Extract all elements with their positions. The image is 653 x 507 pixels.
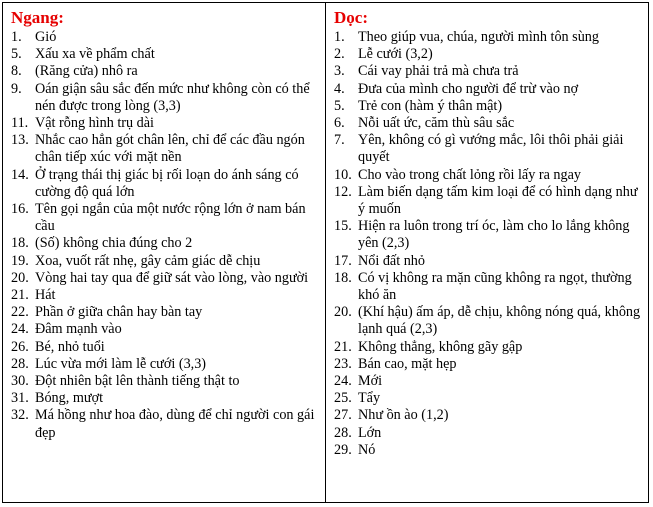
clue-text: Má hồng như hoa đào, dùng để chỉ người con gái đẹp	[35, 407, 315, 441]
clue-number: 27.	[334, 407, 352, 424]
clue-number: 18.	[11, 235, 29, 252]
clue-text: Đột nhiên bật lên thành tiếng thật to	[35, 373, 240, 390]
clue-number: 9.	[11, 80, 22, 97]
clue-number: 5.	[334, 97, 345, 114]
clue-number: 12.	[334, 183, 352, 200]
clue-number: 32.	[11, 407, 29, 424]
across-clue-list	[11, 29, 325, 442]
clue-item	[334, 253, 648, 270]
clue-number: 6.	[334, 115, 345, 132]
clue-number: 8.	[11, 63, 22, 80]
clue-number: 2.	[334, 46, 345, 63]
clue-text: Gió	[35, 29, 57, 45]
clue-number: 7.	[334, 132, 345, 149]
clue-number: 3.	[334, 63, 345, 80]
clue-item	[11, 167, 325, 201]
clue-number: 24.	[11, 321, 29, 338]
clue-text: Xấu xa về phẩm chất	[35, 46, 155, 63]
clue-number: 21.	[334, 338, 352, 355]
clue-number: 24.	[334, 373, 352, 390]
clue-item	[334, 132, 648, 166]
clue-item	[334, 270, 648, 304]
clue-number: 19.	[11, 252, 29, 269]
clue-item	[11, 287, 325, 304]
clue-text: (Khí hậu) ấm áp, dễ chịu, không nóng quá, không lạnh quá (2,3)	[358, 304, 641, 338]
clue-text: Vật rỗng hình trụ dài	[35, 115, 154, 132]
clue-text: Yên, không có gì vướng mắc, lôi thôi phải giải quyết	[358, 132, 624, 166]
clue-item	[11, 29, 325, 46]
clue-number: 28.	[334, 424, 352, 441]
clue-text: Lúc vừa mới làm lễ cưới (3,3)	[35, 355, 207, 372]
clue-text: Nhắc cao hẳn gót chân lên, chỉ để các đầu ngón chân tiếp xúc với mặt nền	[35, 132, 305, 166]
clue-text: Cái vay phải trả mà chưa trả	[358, 63, 519, 80]
clue-text: Trẻ con (hàm ý thân mật)	[358, 97, 503, 114]
clue-item	[334, 373, 648, 390]
clue-item	[334, 442, 648, 459]
down-heading: Dọc:	[334, 8, 368, 27]
clue-number: 1.	[11, 29, 22, 45]
clue-item	[11, 63, 325, 80]
down-clue-list	[334, 29, 648, 459]
down-column	[326, 3, 648, 502]
clue-number: 23.	[334, 355, 352, 372]
clue-item	[11, 46, 325, 63]
clue-number: 15.	[334, 218, 352, 235]
clue-item	[334, 81, 648, 98]
clue-item	[334, 184, 648, 218]
clue-text: Xoa, vuốt rất nhẹ, gây cảm giác dễ chịu	[35, 252, 261, 269]
clue-item	[334, 390, 648, 407]
clue-item	[11, 115, 325, 132]
clue-item	[334, 425, 648, 442]
clue-text: Nổi đất nhỏ	[358, 252, 425, 269]
clue-text: Nỗi uất ức, căm thù sâu sắc	[358, 115, 515, 132]
clue-number: 26.	[11, 338, 29, 355]
clue-item	[11, 253, 325, 270]
clue-item	[11, 304, 325, 321]
clue-item	[334, 46, 648, 63]
clue-number: 30.	[11, 373, 29, 390]
clue-number: 10.	[334, 166, 352, 183]
clue-number: 28.	[11, 355, 29, 372]
clue-text: Không thẳng, không gãy gập	[358, 338, 523, 355]
clue-item	[334, 167, 648, 184]
clue-number: 31.	[11, 390, 29, 407]
clue-text: Tên gọi ngắn của một nước rộng lớn ở nam bán cầu	[35, 201, 306, 235]
clue-text: Tẩy	[358, 390, 381, 407]
clue-number: 4.	[334, 80, 345, 97]
clue-text: Mới	[358, 373, 383, 390]
clue-item	[11, 407, 325, 441]
clue-item	[334, 115, 648, 132]
clue-text: Ở trạng thái thị giác bị rối loạn do ánh sáng có cường độ quá lớn	[35, 166, 299, 200]
clue-number: 25.	[334, 390, 352, 407]
clue-number: 21.	[11, 287, 29, 304]
clue-item	[11, 356, 325, 373]
clue-text: Oán giận sâu sắc đến mức như không còn có thể nén được trong lòng (3,3)	[35, 80, 310, 114]
across-heading: Ngang:	[11, 8, 64, 27]
clue-number: 11.	[11, 115, 29, 132]
clue-text: Theo giúp vua, chúa, người mình tôn sùng	[358, 29, 599, 45]
clue-item	[334, 218, 648, 252]
clue-text: Phần ở giữa chân hay bàn tay	[35, 304, 203, 321]
clue-text: Lớn	[358, 424, 382, 441]
clue-item	[334, 356, 648, 373]
clue-item	[334, 407, 648, 424]
clue-item	[11, 132, 325, 166]
clue-text: Đưa của mình cho người để trừ vào nợ	[358, 80, 579, 97]
clue-text: Như ồn ào (1,2)	[358, 407, 449, 424]
clue-text: Có vị không ra mặn cũng không ra ngọt, thường khó ăn	[358, 269, 632, 304]
clue-number: 5.	[11, 46, 22, 63]
clue-text: Hiện ra luôn trong trí óc, làm cho lo lắng không yên (2,3)	[358, 218, 630, 252]
clue-text: Hát	[35, 287, 56, 304]
clue-text: (Răng cửa) nhô ra	[35, 63, 138, 80]
clue-item	[334, 63, 648, 80]
clue-item	[11, 235, 325, 252]
across-column	[3, 3, 326, 502]
clue-item	[11, 373, 325, 390]
clue-number: 17.	[334, 252, 352, 269]
clue-item	[11, 201, 325, 235]
clue-text: Lễ cưới (3,2)	[358, 46, 433, 63]
clue-item	[11, 321, 325, 338]
clue-number: 16.	[11, 201, 29, 218]
clue-number: 14.	[11, 166, 29, 183]
clue-text: Vòng hai tay qua để giữ sát vào lòng, vào người	[35, 269, 309, 286]
clue-number: 22.	[11, 304, 29, 321]
clue-number: 20.	[11, 269, 29, 286]
clue-text: (Số) không chia đúng cho 2	[35, 235, 193, 252]
clue-number: 13.	[11, 132, 29, 149]
clue-item	[334, 98, 648, 115]
clue-text: Bóng, mượt	[35, 390, 104, 407]
clue-text: Bán cao, mặt hẹp	[358, 355, 457, 372]
clue-table	[2, 2, 649, 503]
clue-number: 29.	[334, 441, 352, 458]
clue-item	[11, 390, 325, 407]
clue-number: 1.	[334, 29, 345, 45]
clue-item	[334, 29, 648, 46]
clue-text: Bé, nhỏ tuổi	[35, 338, 105, 355]
clue-item	[11, 339, 325, 356]
clue-number: 18.	[334, 269, 352, 286]
clue-item	[334, 339, 648, 356]
clue-item	[11, 81, 325, 115]
clue-item	[334, 304, 648, 338]
clue-number: 20.	[334, 304, 352, 321]
clue-text: Cho vào trong chất lỏng rồi lấy ra ngay	[358, 166, 582, 183]
clue-text: Làm biến dạng tấm kim loại để có hình dạng như ý muốn	[358, 183, 638, 218]
clue-text: Đâm mạnh vào	[35, 321, 122, 338]
clue-item	[11, 270, 325, 287]
clue-text: Nó	[358, 441, 376, 458]
